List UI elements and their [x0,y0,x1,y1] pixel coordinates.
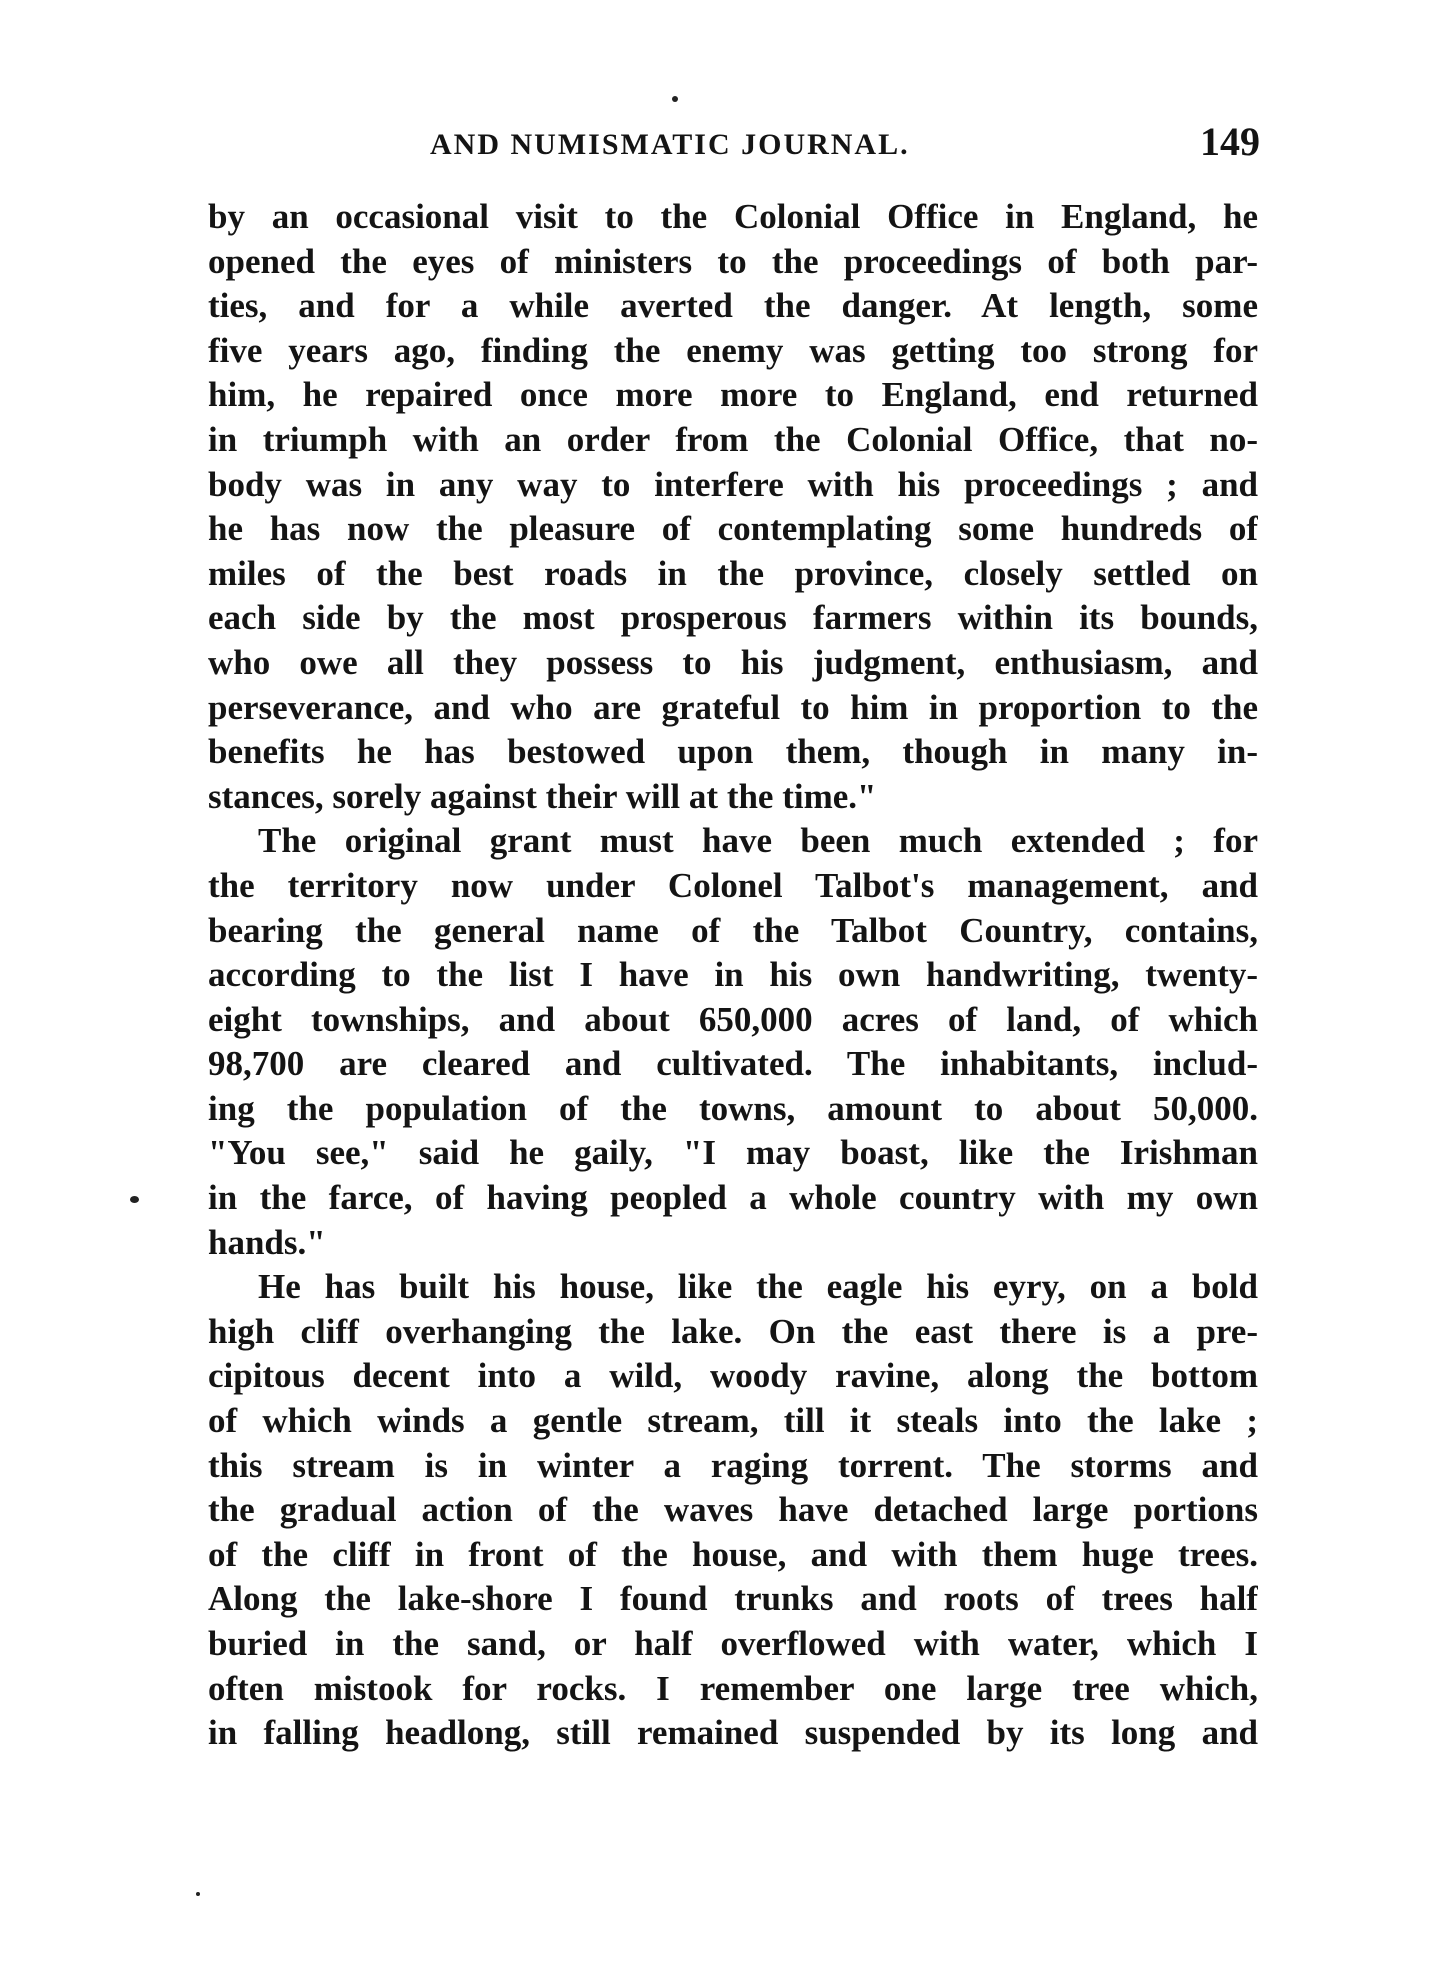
running-title: AND NUMISMATIC JOURNAL. [430,128,910,161]
text-line: by an occasional visit to the Colonial Office in England, he [208,197,1258,236]
text-line: the gradual action of the waves have detached large portions [208,1490,1258,1530]
body-text [208,195,1258,1756]
text-line: this stream is in winter a raging torrent. The storms and [208,1445,1258,1485]
text-line: hands." [208,1222,326,1262]
text-line: cipitous decent into a wild, woody ravine, along the bottom [208,1356,1258,1396]
text-line: of the cliff in front of the house, and with them huge trees. [208,1534,1258,1574]
text-line: buried in the sand, or half overflowed with water, which I [208,1624,1258,1663]
text-line: He has built his house, like the eagle his eyry, on a bold [258,1267,1258,1307]
text-line: opened the eyes of ministers to the proceedings of both par- [208,241,1258,281]
text-line: ties, and for a while averted the danger. At length, some [208,286,1258,326]
text-line: in the farce, of having peopled a whole country with my own [208,1178,1258,1218]
text-line: miles of the best roads in the province, closely settled on [208,553,1258,593]
text-line: The original grant must have been much extended ; for [258,821,1258,861]
text-line: him, he repaired once more more to England, end returned [208,375,1258,415]
text-line: in falling headlong, still remained suspended by its long and [208,1713,1258,1753]
text-line: the territory now under Colonel Talbot's management, and [208,865,1258,905]
text-line: bearing the general name of the Talbot Country, contains, [208,910,1258,950]
text-line: "You see," said he gaily, "I may boast, like the Irishman [208,1133,1258,1173]
page-header [430,118,1260,178]
text-line: ing the population of the towns, amount to about 50,000. [208,1088,1258,1128]
text-line: perseverance, and who are grateful to him in proportion to the [208,687,1258,727]
text-line: who owe all they possess to his judgment, enthusiasm, and [208,642,1258,682]
text-line: he has now the pleasure of contemplating some hundreds of [208,509,1258,549]
text-line: of which winds a gentle stream, till it steals into the lake ; [208,1401,1258,1441]
text-line: benefits he has bestowed upon them, though in many in- [208,732,1258,772]
text-line: five years ago, finding the enemy was getting too strong for [208,330,1258,370]
text-line: Along the lake-shore I found trunks and roots of trees half [208,1579,1258,1619]
ink-speck [130,1196,139,1203]
text-line: in triumph with an order from the Colonial Office, that no- [208,419,1258,459]
text-line: eight townships, and about 650,000 acres of land, of which [208,999,1258,1039]
ink-speck [672,96,678,102]
text-line: high cliff overhanging the lake. On the east there is a pre- [208,1311,1258,1351]
text-line: often mistook for rocks. I remember one large tree which, [208,1668,1258,1708]
page-number: 149 [1200,119,1260,164]
text-line: 98,700 are cleared and cultivated. The inhabitants, includ- [208,1044,1258,1084]
text-line: body was in any way to interfere with his proceedings ; and [208,464,1258,504]
text-line: each side by the most prosperous farmers within its bounds, [208,598,1258,638]
ink-speck [196,1892,200,1896]
text-line: stances, sorely against their will at the time." [208,776,877,816]
text-line: according to the list I have in his own handwriting, twenty- [208,955,1258,995]
